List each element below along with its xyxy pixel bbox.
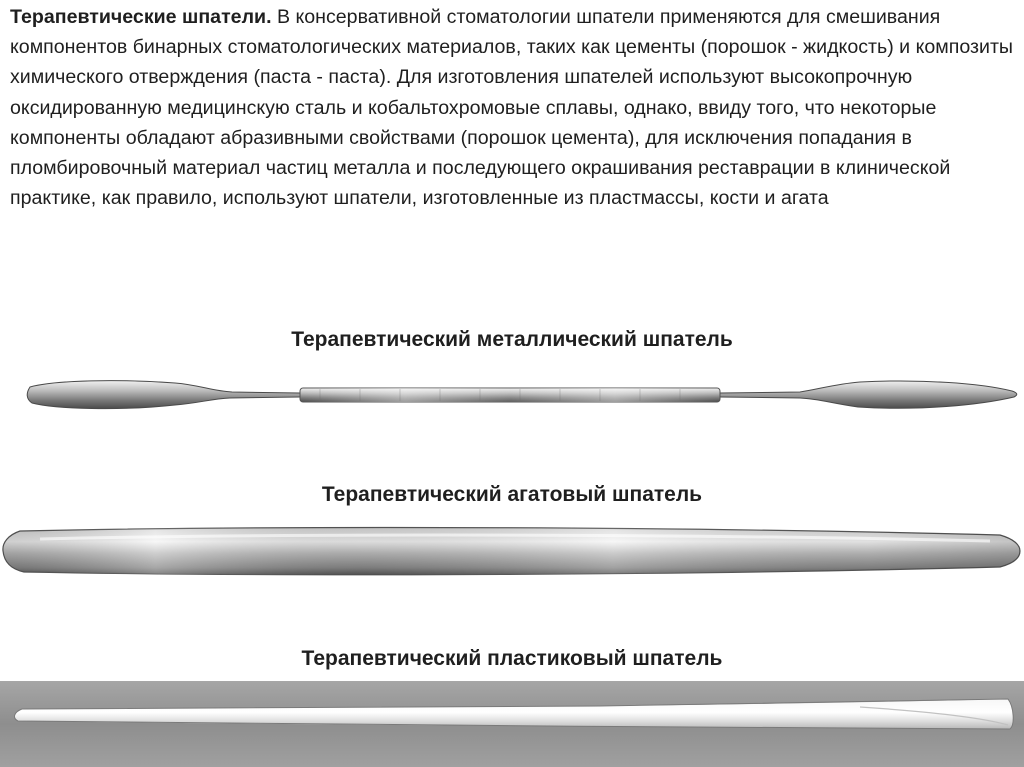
metal-spatula-image bbox=[0, 365, 1024, 425]
agate-spatula-image bbox=[0, 517, 1024, 585]
caption-agate-spatula: Терапевтический агатовый шпатель bbox=[321, 483, 703, 506]
caption-metal-spatula: Терапевтический металлический шпатель bbox=[291, 328, 733, 351]
plastic-spatula-image bbox=[0, 681, 1024, 767]
intro-body: В консервативной стоматологии шпатели применяются для смешивания компонентов бинарных стоматологических материалов, таких как цементы (порошок - жидкость) и композиты химического отверждения (паста - паста). Для изготовления шпателей используют высокопрочную оксидированную медицинскую сталь и кобальтохромовые сплавы, однако, ввиду того, что некоторые компоненты обладают абразивными свойствами (порошок цемента), для исключения попадания в пломбировочный материал частиц металла и последующего окрашивания реставрации в клинической практике, как правило, используют шпатели, изготовленные из пластмассы, кости и агата bbox=[10, 6, 1014, 210]
intro-title: Терапевтические шпатели. bbox=[10, 6, 272, 28]
intro-paragraph bbox=[10, 2, 1015, 213]
caption-plastic-spatula: Терапевтический пластиковый шпатель bbox=[301, 647, 723, 670]
